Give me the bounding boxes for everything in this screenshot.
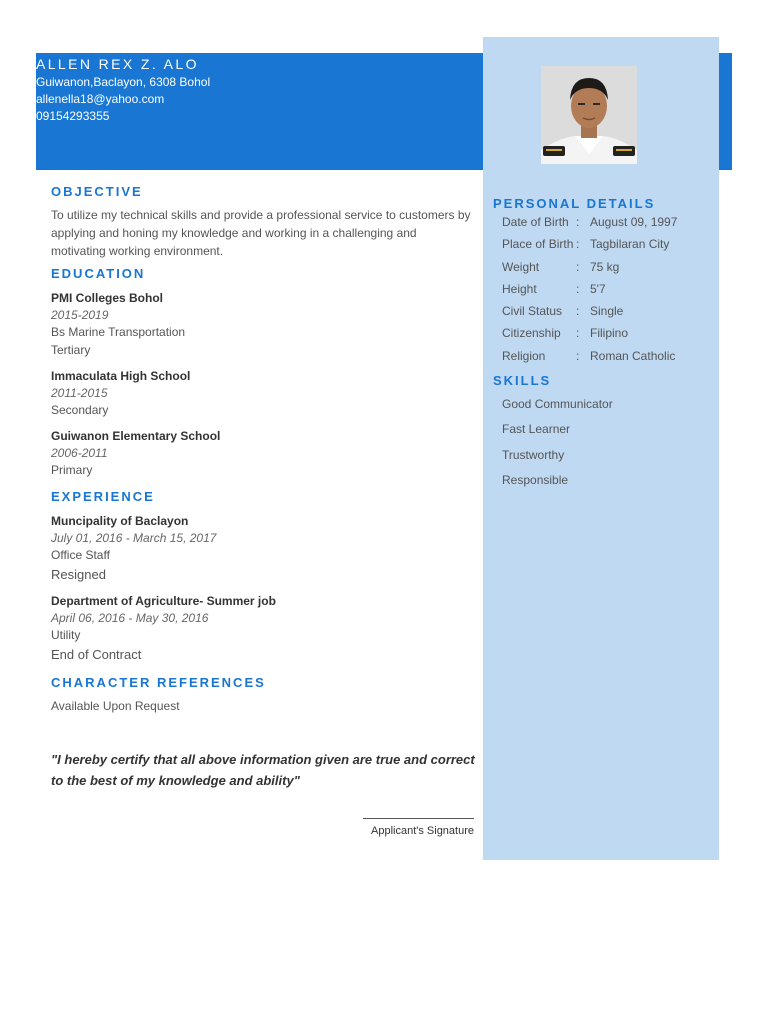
education-school: Guiwanon Elementary School bbox=[51, 429, 221, 443]
objective-text: To utilize my technical skills and provide a professional service to customers by applying and honing my knowledge and working in a challenging and motivating working environment. bbox=[51, 208, 471, 258]
detail-value: 75 kg bbox=[590, 260, 620, 274]
detail-value: 5'7 bbox=[590, 282, 606, 296]
skill-item: Good Communicator bbox=[502, 397, 613, 411]
detail-colon: : bbox=[576, 260, 580, 274]
detail-value: Single bbox=[590, 304, 624, 318]
address: Guiwanon,Baclayon, 6308 Bohol bbox=[36, 75, 211, 89]
experience-employer: Department of Agriculture- Summer job bbox=[51, 594, 276, 608]
phone: 09154293355 bbox=[36, 109, 110, 123]
detail-label: Civil Status bbox=[502, 304, 563, 318]
detail-value: Tagbilaran City bbox=[590, 237, 670, 251]
personal-details-heading: PERSONAL DETAILS bbox=[493, 196, 656, 211]
skill-item: Trustworthy bbox=[502, 448, 565, 462]
detail-value: Roman Catholic bbox=[590, 349, 676, 363]
detail-colon: : bbox=[576, 215, 580, 229]
education-years: 2015-2019 bbox=[51, 308, 109, 322]
experience-employer: Muncipality of Baclayon bbox=[51, 514, 189, 528]
education-course: Bs Marine Transportation bbox=[51, 325, 186, 339]
experience-dates: April 06, 2016 - May 30, 2016 bbox=[51, 611, 209, 625]
detail-colon: : bbox=[576, 326, 580, 340]
detail-colon: : bbox=[576, 304, 580, 318]
experience-role: Office Staff bbox=[51, 548, 110, 562]
detail-label: Date of Birth bbox=[502, 215, 569, 229]
experience-heading: EXPERIENCE bbox=[51, 489, 155, 504]
education-school: PMI Colleges Bohol bbox=[51, 291, 164, 305]
skill-item: Fast Learner bbox=[502, 422, 571, 436]
education-years: 2006-2011 bbox=[51, 446, 108, 460]
detail-colon: : bbox=[576, 349, 580, 363]
references-heading: CHARACTER REFERENCES bbox=[51, 675, 266, 690]
certification-statement: "I hereby certify that all above information given are true and correct to the best of my knowledge and ability" bbox=[51, 752, 475, 788]
profile-photo bbox=[541, 66, 637, 164]
experience-dates: July 01, 2016 - March 15, 2017 bbox=[51, 531, 217, 545]
detail-colon: : bbox=[576, 282, 580, 296]
references-text: Available Upon Request bbox=[51, 699, 180, 713]
skills-heading: SKILLS bbox=[493, 373, 552, 388]
signature-label: Applicant's Signature bbox=[371, 825, 474, 837]
education-level: Primary bbox=[51, 463, 93, 477]
email: allenella18@yahoo.com bbox=[36, 92, 165, 106]
detail-label: Weight bbox=[502, 260, 540, 274]
detail-colon: : bbox=[576, 237, 580, 251]
detail-label: Religion bbox=[502, 349, 546, 363]
signature-line bbox=[363, 818, 474, 819]
education-level: Secondary bbox=[51, 403, 109, 417]
detail-value: August 09, 1997 bbox=[590, 215, 678, 229]
experience-status: End of Contract bbox=[51, 647, 142, 662]
objective-heading: OBJECTIVE bbox=[51, 184, 143, 199]
education-school: Immaculata High School bbox=[51, 369, 191, 383]
detail-label: Height bbox=[502, 282, 537, 296]
experience-status: Resigned bbox=[51, 567, 106, 582]
experience-role: Utility bbox=[51, 628, 81, 642]
education-years: 2011-2015 bbox=[51, 386, 108, 400]
skill-item: Responsible bbox=[502, 473, 569, 487]
detail-label: Citizenship bbox=[502, 326, 561, 340]
education-level: Tertiary bbox=[51, 343, 91, 357]
applicant-name: ALLEN REX Z. ALO bbox=[36, 56, 199, 72]
education-heading: EDUCATION bbox=[51, 266, 146, 281]
detail-label: Place of Birth bbox=[502, 237, 574, 251]
detail-value: Filipino bbox=[590, 326, 629, 340]
